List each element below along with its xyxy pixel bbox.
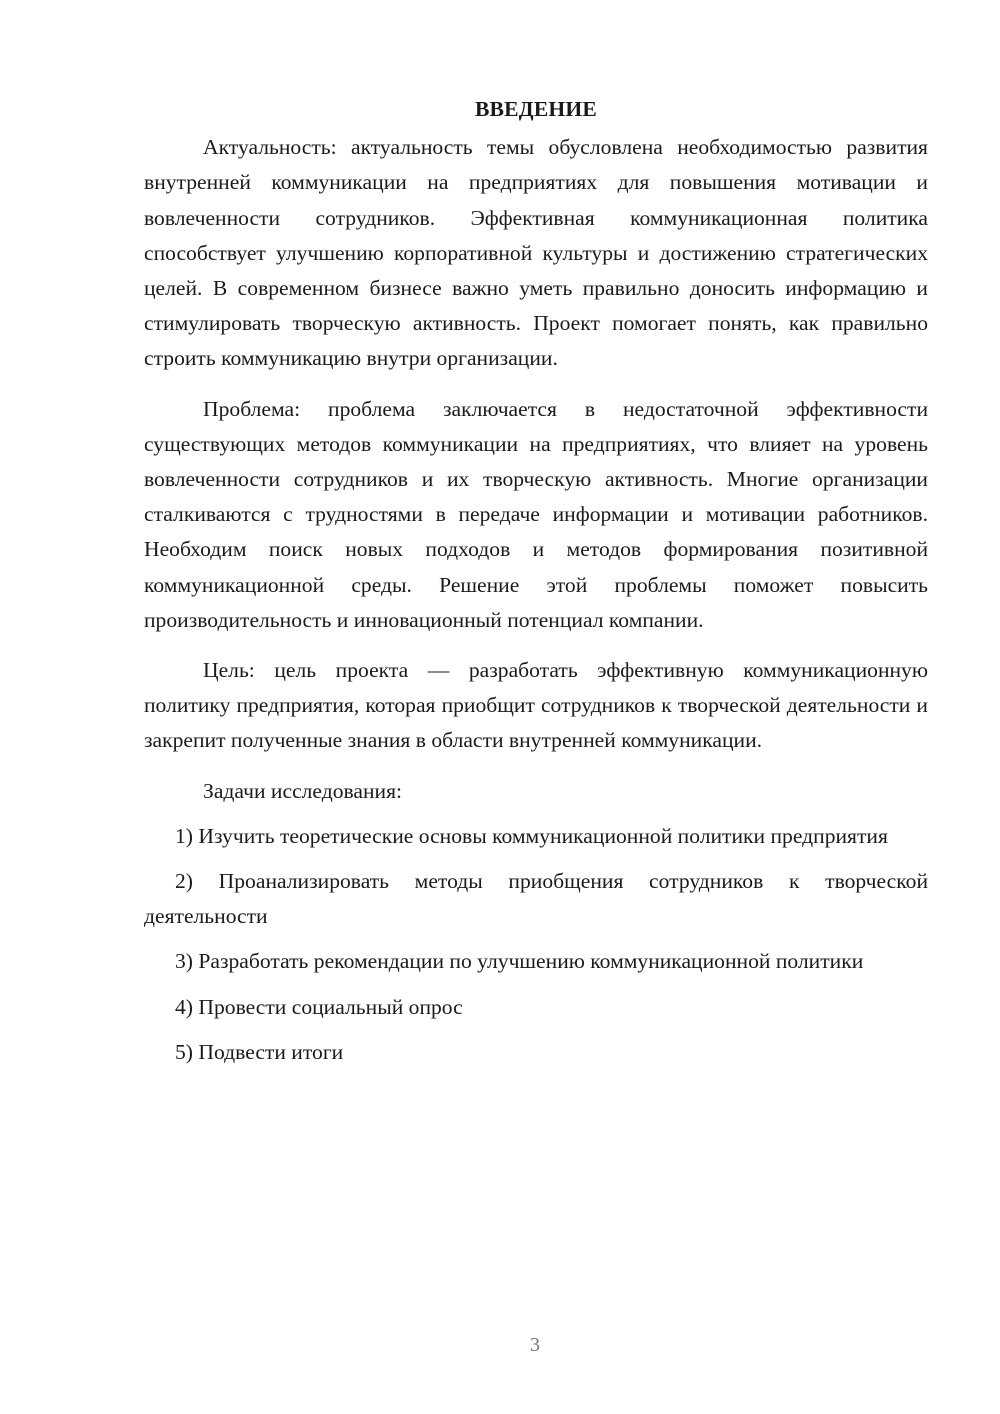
page-number: 3: [530, 1334, 540, 1356]
paragraph-problem: Проблема: проблема заключается в недостаточной эффективности существующих методов коммуникации на предприятиях, что влияет на уровень вовлеченности сотрудников и их творческую активность. Многие организации сталкиваются с трудностями в передаче информации и мотивации работников. Необходим поиск новых подходов и методов формирования позитивной коммуникационной среды. Решение этой проблемы поможет повысить производительность и инновационный потенциал компании.: [144, 396, 928, 632]
section-title: ВВЕДЕНИЕ: [474, 97, 598, 121]
paragraph-goal: Цель: цель проекта — разработать эффективную коммуникационную политику предприятия, которая приобщит сотрудников к творческой деятельности и закрепит полученные знания в области внутренней коммуникации.: [144, 658, 928, 753]
task-item: 3) Разработать рекомендации по улучшению коммуникационной политики: [175, 949, 864, 974]
task-item: 1) Изучить теоретические основы коммуникационной политики предприятия: [175, 823, 888, 848]
tasks-heading: Задачи исследования:: [203, 778, 403, 803]
tasks-list: [144, 819, 928, 1070]
document-body: [144, 92, 928, 1080]
paragraph-relevance: Актуальность: актуальность темы обусловлена необходимостью развития внутренней коммуникации на предприятиях для повышения мотивации и вовлеченности сотрудников. Эффективная коммуникационная политика способствует улучшению корпоративной культуры и достижению стратегических целей. В современном бизнесе важно уметь правильно доносить информацию и стимулировать творческую активность. Проект помогает понять, как правильно строить коммуникацию внутри организации.: [144, 135, 928, 371]
task-item: 4) Провести социальный опрос: [175, 994, 463, 1019]
task-item: 5) Подвести итоги: [175, 1039, 344, 1064]
task-item: 2) Проанализировать методы приобщения сотрудников к творческой деятельности: [144, 869, 928, 929]
